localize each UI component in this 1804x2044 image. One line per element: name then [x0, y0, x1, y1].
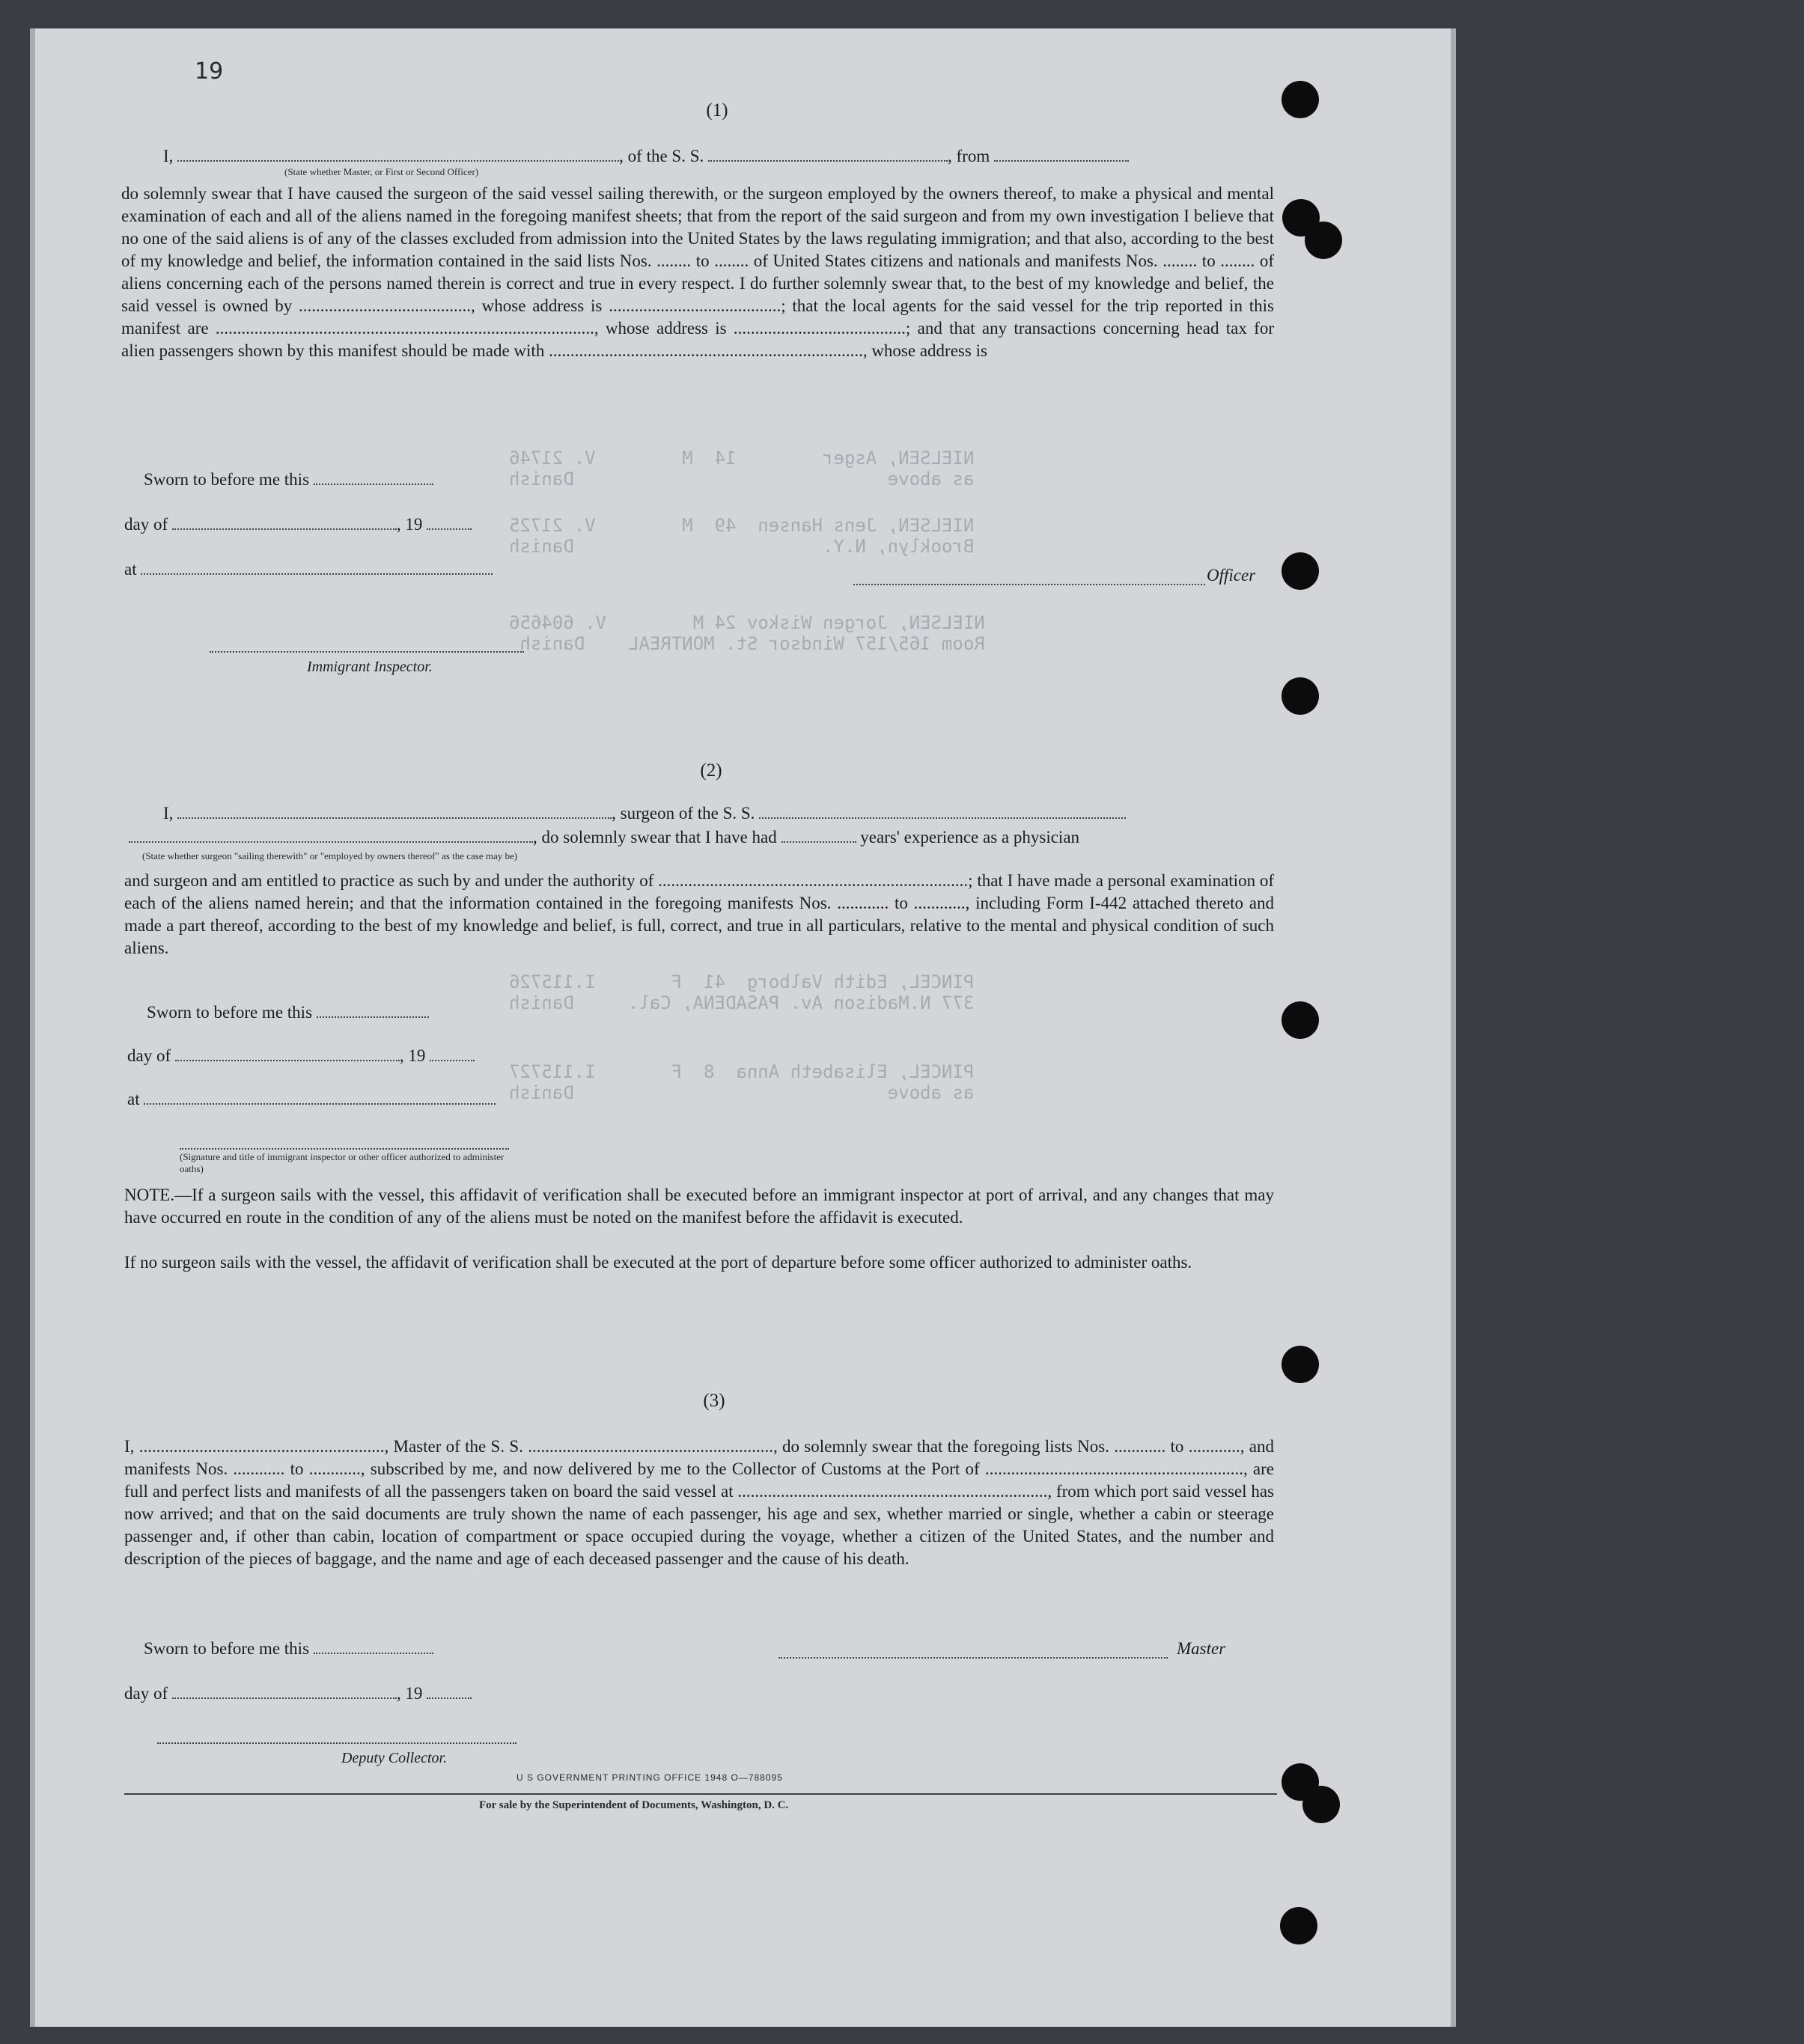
section2-year-label: , 19: [399, 1046, 426, 1065]
surgeon-caption: (State whether surgeon "sailing therewith" or "employed by owners thereof" as the case may be): [142, 850, 518, 861]
section3-year-field[interactable]: [427, 1684, 472, 1699]
footer-rule: [124, 1793, 1277, 1795]
bleed-through-text: NIELSEN, Jens Hansen 49 M V. 21725 Brooklyn, N.Y. Danish: [509, 515, 975, 557]
section1-ss-label: , of the S. S.: [619, 147, 704, 165]
day-field[interactable]: [172, 515, 397, 530]
section2-heading: (2): [700, 760, 722, 781]
surgeon-name-field[interactable]: [177, 804, 612, 819]
section2-oath-paragraph: and surgeon and am entitled to practice as such by and under the authority of ........................................................................; that I have made a personal examination of each of the aliens named herein; and that the information contained in the foregoing manifests Nos. ............ to ............, including Form I-442 attached thereto and made a part thereof, according to the best of my knowledge and belief, is full, correct, and true in all particulars, relative to the mental and physical condition of such aliens.: [124, 871, 1274, 957]
bleed-through-text: PINCEL, Edith Valborg 41 F I.115726 377 N.Madison Av. PASADENA, Cal. Danish: [509, 971, 975, 1013]
for-sale-line: For sale by the Superintendent of Documents, Washington, D. C.: [479, 1799, 789, 1811]
section2-day-label: day of: [127, 1046, 171, 1065]
bleed-through-text: NIELSEN, Asger 14 M V. 21746 as above Danish: [509, 448, 975, 489]
section2-signature-line: [180, 1147, 509, 1150]
section1-sworn-text: Sworn to before me this: [144, 470, 310, 489]
section2-surgeon-label: , surgeon of the S. S.: [612, 804, 755, 823]
section1-day-line: [124, 513, 472, 536]
section3-day-line: [124, 1683, 472, 1705]
section1-year-label: , 19: [396, 515, 423, 534]
master-signature-line: [778, 1656, 1168, 1659]
sworn-date-field[interactable]: [314, 470, 433, 485]
section1-header-line: [163, 145, 1279, 168]
section2-experience-line: [129, 826, 1282, 849]
document-page: [30, 28, 1804, 2027]
punch-hole: [1282, 552, 1319, 590]
punch-hole: [1282, 81, 1319, 118]
bleed-through-text: 14 aliens: [1707, 1840, 1804, 1861]
section1-i-label: I,: [163, 147, 174, 165]
section3-year-label: , 19: [396, 1684, 423, 1703]
section2-swear-label: , do solemnly swear that I have had: [533, 828, 777, 846]
section2-place-field[interactable]: [144, 1090, 496, 1105]
section2-years-label: years' experience as a physician: [860, 828, 1080, 846]
section1-heading: (1): [706, 100, 728, 120]
section1-from-label: , from: [948, 147, 990, 165]
section2-sworn-label: [147, 1001, 429, 1024]
punch-hole: [1282, 677, 1319, 715]
punch-hole: [1280, 1907, 1317, 1944]
section2-signature-caption: (Signature and title of immigrant inspector or other officer authorized to administer oaths): [180, 1151, 505, 1174]
section2-year-field[interactable]: [430, 1046, 475, 1061]
section3-sworn-text: Sworn to before me this: [144, 1639, 310, 1658]
section2-header-line: [163, 802, 1279, 825]
vessel-name-field[interactable]: [708, 147, 948, 162]
page-edge-right: [1451, 28, 1456, 2027]
officer-caption: (State whether Master, or First or Second Officer): [284, 166, 479, 177]
deputy-collector-signature-line: [157, 1741, 516, 1744]
officer-label: Officer: [1207, 566, 1256, 585]
section3-day-field[interactable]: [172, 1684, 397, 1699]
section1-sworn-label: [144, 469, 433, 491]
section3-sworn-date-field[interactable]: [314, 1639, 433, 1654]
immigrant-inspector-label: Immigrant Inspector.: [307, 659, 433, 675]
master-label: Master: [1177, 1639, 1226, 1658]
section1-at-label: at: [124, 560, 137, 579]
section3-sworn-label: [144, 1638, 433, 1660]
section3-heading: (3): [703, 1391, 725, 1411]
punch-hole: [1282, 1001, 1319, 1039]
page-edge-left: [30, 28, 35, 2027]
year-field[interactable]: [427, 515, 472, 530]
section2-i-label: I,: [163, 804, 174, 823]
officer-title-field[interactable]: [177, 147, 619, 162]
section2-day-line: [127, 1045, 475, 1067]
section3-oath-paragraph: I, ........................................................., Master of the S. S. ........................................................., do solemnly swear that the foregoing lists Nos. ............ to ............, and manifests Nos. ............ to ............, subscribed by me, and now delivered by me to the Collector of Customs at the Port of ............................................................, are full and perfect lists and manifests of all the passengers taken on board the said vessel at ........................................................................, from which port said vessel has now arrived; and that on the said documents are truly shown the name of each passenger, his age and sex, whether married or single, whether a cabin or steerage passenger and, if other than cabin, location of compartment or space occupied during the voyage, whether a citizen of the United States, and the number and description of the pieces of baggage, and the name and age of each deceased passenger and the cause of his death.: [124, 1437, 1274, 1568]
section1-at-line: [124, 558, 493, 581]
section2-sworn-text: Sworn to before me this: [147, 1003, 313, 1022]
surgeon-vessel-field[interactable]: [759, 804, 1126, 819]
punch-hole: [1302, 1786, 1340, 1823]
bleed-through-text: NIELSEN, Jorgen Wiskov 24 M V. 604656 Room 165/157 Windsor St. MONTREAL Danish: [509, 612, 985, 654]
officer-signature-line: [853, 582, 1205, 585]
section1-day-label: day of: [124, 515, 168, 534]
corner-page-number: 19: [195, 58, 224, 85]
surgeon-status-field[interactable]: [129, 828, 533, 843]
departure-port-field[interactable]: [994, 147, 1129, 162]
section2-note-2: If no surgeon sails with the vessel, the affidavit of verification shall be executed at the port of departure before some officer authorized to administer oaths.: [124, 1253, 1192, 1272]
section2-sworn-date-field[interactable]: [317, 1003, 429, 1018]
section3-day-label: day of: [124, 1684, 168, 1703]
section2-at-line: [127, 1088, 496, 1111]
section2-note: NOTE.—If a surgeon sails with the vessel, this affidavit of verification shall be executed before an immigrant inspector at port of arrival, and any changes that may have occurred en route in the condition of any of the aliens must be noted on the manifest before the affidavit is executed.: [124, 1186, 1274, 1227]
deputy-collector-label: Deputy Collector.: [341, 1750, 448, 1766]
punch-hole: [1282, 1346, 1319, 1383]
section2-day-field[interactable]: [175, 1046, 400, 1061]
section1-oath-paragraph: do solemnly swear that I have caused the surgeon of the said vessel sailing therewith, or the surgeon employed by the owners thereof, to make a physical and mental examination of each and all of the aliens named in the foregoing manifest sheets; that from the report of the said surgeon and from my own investigation I believe that no one of the said aliens is of any of the classes excluded from admission into the United States by the laws regulating immigration; and that also, according to the best of my knowledge and belief, the information contained in the said lists Nos. ........ to ........ of United States citizens and nationals and manifests Nos. ........ to ........ of aliens concerning each of the persons named therein is correct and true in every respect. I do further solemnly swear that, to the best of my knowledge and belief, the said vessel is owned by ........................................, whose address is ........................................; that the local agents for the said vessel for the trip reported in this manifest are ........................................................................................, whose address is ........................................; and that any transactions concerning head tax for alien passengers shown by this manifest should be made with ........................................................................., whose address is: [121, 184, 1274, 360]
place-field[interactable]: [141, 560, 493, 575]
bleed-through-text: PINCEL, Elisabeth Anna 8 F I.115727 as above Danish: [509, 1061, 975, 1103]
years-experience-field[interactable]: [781, 828, 856, 843]
section2-at-label: at: [127, 1090, 140, 1108]
inspector-signature-line: [210, 650, 524, 653]
punch-hole: [1305, 222, 1342, 259]
printing-office-line: U S GOVERNMENT PRINTING OFFICE 1948 O—788095: [516, 1772, 783, 1783]
